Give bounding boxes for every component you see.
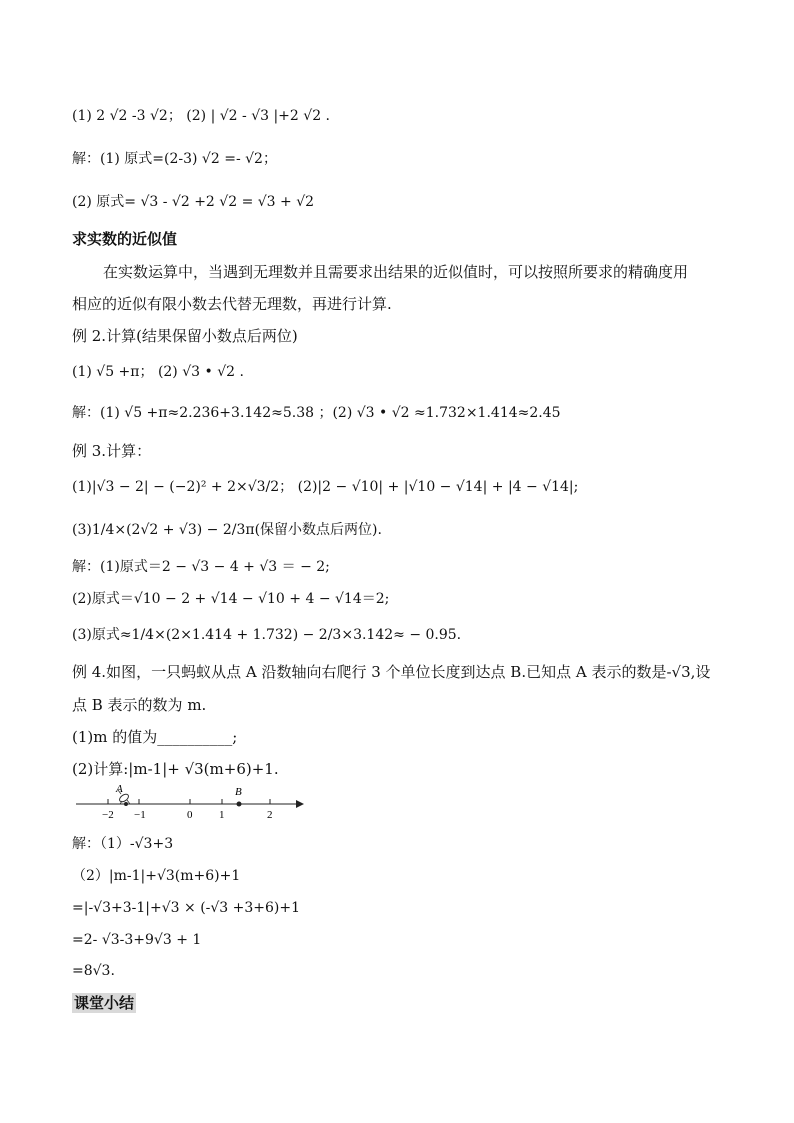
point-b-dot (237, 802, 242, 807)
tick-label-0: 0 (187, 809, 193, 821)
example-4-solution-3: =|-√3+3-1|+√3 × (-√3 +3+6)+1 (72, 900, 301, 916)
example-3-solution-2: (2)原式＝√10 − 2 + √14 − √10 + 4 − √14＝2; (72, 591, 390, 607)
example-4-line-2: 点 B 表示的数为 m. (72, 696, 207, 714)
example-4-line-1: 例 4.如图，一只蚂蚁从点 A 沿数轴向右爬行 3 个单位长度到达点 B.已知点 A 表示的数是-√3,设 (72, 663, 711, 681)
example-4-solution-1: 解：（1）-√3+3 (72, 836, 174, 852)
tick-label-minus-2: −2 (102, 809, 114, 821)
example-2-heading: 例 2.计算(结果保留小数点后两位) (72, 327, 298, 345)
example-4-question-1: (1)m 的值为__________; (72, 728, 238, 746)
tick-label-2: 2 (267, 809, 273, 821)
example-4-solution-5: =8√3. (72, 963, 115, 979)
example-3-solution-3: (3)原式≈1/4×(2×1.414 + 1.732) − 2/3×3.142≈ − 0.95. (72, 627, 462, 643)
example-3-heading: 例 3.计算： (72, 442, 152, 460)
example-2-solution: 解：(1) √5 +π≈2.236+3.142≈5.38 ；(2) √3 • √2 ≈1.732×1.414≈2.45 (72, 405, 561, 421)
section-heading-class-summary (72, 993, 136, 1013)
class-summary-label: 课堂小结 (74, 994, 135, 1012)
section-heading-approximation: 求实数的近似值 (72, 230, 178, 248)
example-3-question-3: (3)1/4×(2√2 + √3) − 2/3π(保留小数点后两位). (72, 522, 382, 538)
example-4-solution-2: （2）|m-1|+√3(m+6)+1 (72, 868, 241, 884)
point-a-dot (124, 802, 128, 806)
number-line-figure (72, 782, 312, 824)
paragraph-approximation-line-2: 相应的近似有限小数去代替无理数，再进行计算. (72, 295, 392, 313)
example-3-solution-1: 解：(1)原式＝2 − √3 − 4 + √3 ＝ − 2; (72, 559, 330, 575)
example-1-solution-2: (2) 原式= √3 - √2 +2 √2 = √3 + √2 (72, 194, 315, 210)
example-4-question-2: (2)计算:|m-1|+ √3(m+6)+1. (72, 760, 279, 778)
tick-label-minus-1: −1 (134, 809, 146, 821)
point-a-label: A (116, 783, 123, 795)
example-1-question: (1) 2 √2 -3 √2； (2) | √2 - √3 |+2 √2 . (72, 108, 331, 124)
example-4-solution-4: =2- √3-3+9√3 + 1 (72, 932, 202, 948)
tick-label-1: 1 (219, 809, 225, 821)
paragraph-approximation-line-1: 在实数运算中，当遇到无理数并且需要求出结果的近似值时，可以按照所要求的精确度用 (103, 263, 689, 281)
number-line-arrow (296, 800, 304, 808)
example-2-question: (1) √5 +π； (2) √3 • √2 . (72, 364, 244, 380)
example-1-solution-1: 解：(1) 原式=(2-3) √2 =- √2； (72, 151, 277, 167)
example-3-question-1-2: (1)|√3 − 2| − (−2)² + 2×√3/2； (2)|2 − √10| + |√10 − √14| + |4 − √14|; (72, 479, 579, 495)
point-b-label: B (235, 786, 242, 798)
